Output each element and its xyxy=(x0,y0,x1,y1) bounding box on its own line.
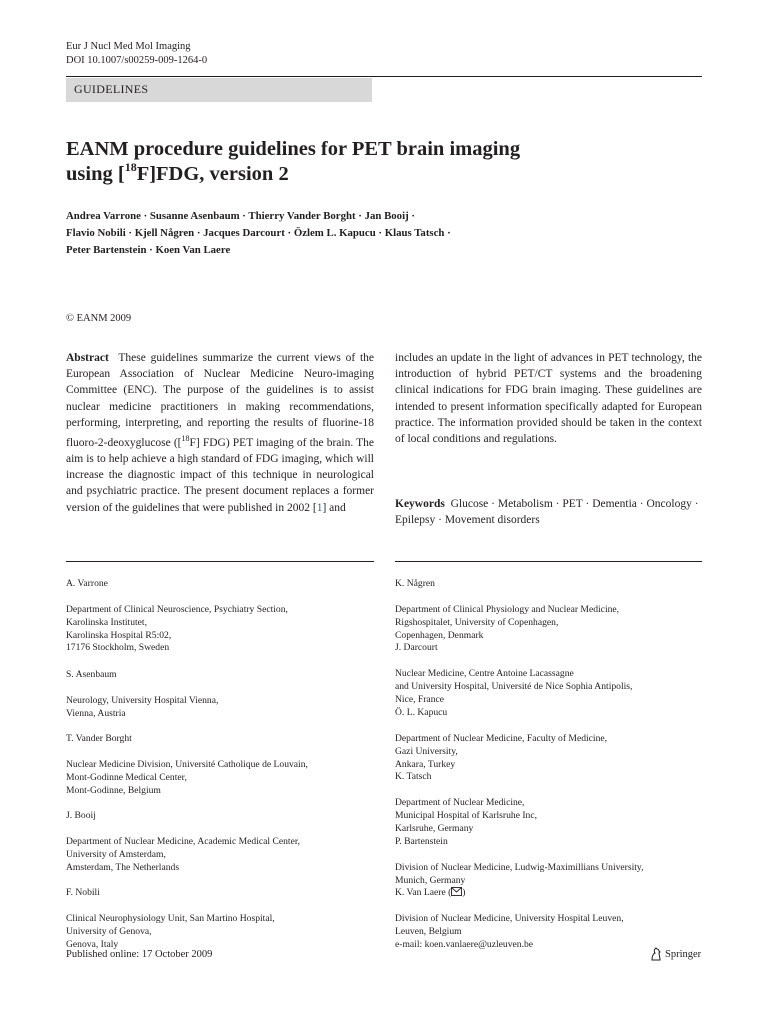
affiliation-text: Division of Nuclear Medicine, Ludwig-Maximillians University, Munich, Germany xyxy=(395,861,644,886)
copyright-text: EANM 2009 xyxy=(76,313,132,324)
title-line-2 xyxy=(66,162,626,187)
affiliation-name: A. Varrone xyxy=(66,577,108,589)
footnote-rule-right xyxy=(395,561,702,562)
affiliation-text: Department of Nuclear Medicine, Academic Medical Center, University of Amsterdam, Amsterdam, The Netherlands xyxy=(66,835,301,873)
affiliation-text: Clinical Neurophysiology Unit, San Martino Hospital, University of Genova, Genova, Italy xyxy=(66,912,275,950)
abstract-text-1: These guidelines summarize the current views of the European Association of Nuclear Medicine Neuro-imaging Committee (ENC). The purpose of the guidelines is to assist nuclear medicine practitioners in making recommendations, performing, interpreting, and reporting the results of fluorine-18 fluoro-2-deoxyglucose ([ xyxy=(66,352,374,449)
published-online: Published online: 17 October 2009 xyxy=(66,949,213,960)
springer-wordmark: Springer xyxy=(665,948,702,960)
authors-line-3: Peter Bartenstein · Koen Van Laere xyxy=(66,244,231,256)
header-rule xyxy=(66,76,702,77)
keywords-label: Keywords xyxy=(395,498,445,510)
abstract-continued: includes an update in the light of advances in PET technology, the introduction of hybrid PET/CT systems and the broadening clinical indications for FDG brain imaging. These guidelines are intended to present information specifically adapted for European practice. The information provided should be taken in the context of local conditions and regulations. xyxy=(395,352,702,446)
doi[interactable]: DOI 10.1007/s00259-009-1264-0 xyxy=(66,55,208,66)
authors-line-1: Andrea Varrone · Susanne Asenbaum · Thierry Vander Borght · Jan Booij · xyxy=(66,210,415,222)
affiliation-text: Nuclear Medicine Division, Université Catholique de Louvain, Mont-Godinne Medical Center, Mont-Godinne, Belgium xyxy=(66,758,308,796)
title-superscript: 18 xyxy=(124,160,137,174)
journal-header xyxy=(66,40,207,68)
affiliation-name: Ö. L. Kapucu xyxy=(395,706,448,718)
affiliation-name: T. Vander Borght xyxy=(66,732,132,744)
affiliation-name: K. Någren xyxy=(395,577,435,589)
affiliation-text: Division of Nuclear Medicine, University Hospital Leuven, Leuven, Belgium e-mail: koen.vanlaere@uzleuven.be xyxy=(395,912,624,950)
envelope-icon[interactable] xyxy=(451,887,462,896)
abstract-column-left xyxy=(66,350,374,516)
affiliation-name: F. Nobili xyxy=(66,886,100,898)
keywords xyxy=(395,496,702,528)
journal-name: Eur J Nucl Med Mol Imaging xyxy=(66,41,191,52)
section-tab xyxy=(66,78,372,102)
abstract-text-3: ] and xyxy=(322,501,346,514)
affiliation-name: P. Bartenstein xyxy=(395,835,448,847)
affiliation-name: K. Tatsch xyxy=(395,770,432,782)
title-line-2-pre: using [ xyxy=(66,163,125,185)
affiliation-name: J. Booij xyxy=(66,809,96,821)
author-list xyxy=(66,208,706,259)
copyright xyxy=(66,313,131,324)
affiliation-name-text: K. Van Laere ( xyxy=(395,886,452,898)
affiliation-name: J. Darcourt xyxy=(395,641,438,653)
abstract-superscript: 18 xyxy=(181,434,190,444)
abstract-label: Abstract xyxy=(66,352,109,364)
article-title xyxy=(66,137,626,187)
springer-logo xyxy=(650,947,701,961)
abstract-column-right xyxy=(395,350,702,447)
affiliation-text: Department of Clinical Physiology and Nuclear Medicine, Rigshospitalet, University of Copenhagen, Copenhagen, Denmark xyxy=(395,603,620,641)
affiliation-text: Nuclear Medicine, Centre Antoine Lacassagne and University Hospital, Université de Nice Sophia Antipolis, Nice, France xyxy=(395,667,633,705)
footnote-rule-left xyxy=(66,561,374,562)
affiliation-text: Neurology, University Hospital Vienna, Vienna, Austria xyxy=(66,694,219,719)
keywords-text: Glucose · Metabolism · PET · Dementia · Oncology · Epilepsy · Movement disorders xyxy=(395,498,699,527)
section-label: GUIDELINES xyxy=(74,82,149,96)
affiliation xyxy=(66,565,374,668)
springer-horse-icon xyxy=(650,947,662,961)
affiliation-text: Department of Clinical Neuroscience, Psychiatry Section, Karolinska Institutet, Karolinska Hospital R5:02, 17176 Stockholm, Sweden xyxy=(66,603,288,654)
affiliation-name xyxy=(395,887,702,900)
copyright-icon: © xyxy=(66,313,74,324)
citation-link[interactable]: 1 xyxy=(316,501,323,514)
abstract-text-2: F] FDG) PET imaging of the brain. The aim is to help achieve a high standard of FDG imaging, which will increase the diagnostic impact of this technique in neurological and psychiatric practice. The present document replaces a former version of the guidelines that were published in 2002 [ xyxy=(66,436,375,514)
title-line-1: EANM procedure guidelines for PET brain imaging xyxy=(66,138,521,160)
affiliation-name: S. Asenbaum xyxy=(66,668,117,680)
affiliation-text: Department of Nuclear Medicine, Municipal Hospital of Karlsruhe Inc, Karlsruhe, Germany xyxy=(395,796,538,834)
affiliation-name-suffix: ) xyxy=(462,886,466,898)
authors-line-2: Flavio Nobili · Kjell Någren · Jacques Darcourt · Özlem L. Kapucu · Klaus Tatsch · xyxy=(66,227,451,239)
title-line-2-post: F]FDG, version 2 xyxy=(136,163,289,185)
affiliation-text: Department of Nuclear Medicine, Faculty of Medicine, Gazi University, Ankara, Turkey xyxy=(395,732,608,770)
